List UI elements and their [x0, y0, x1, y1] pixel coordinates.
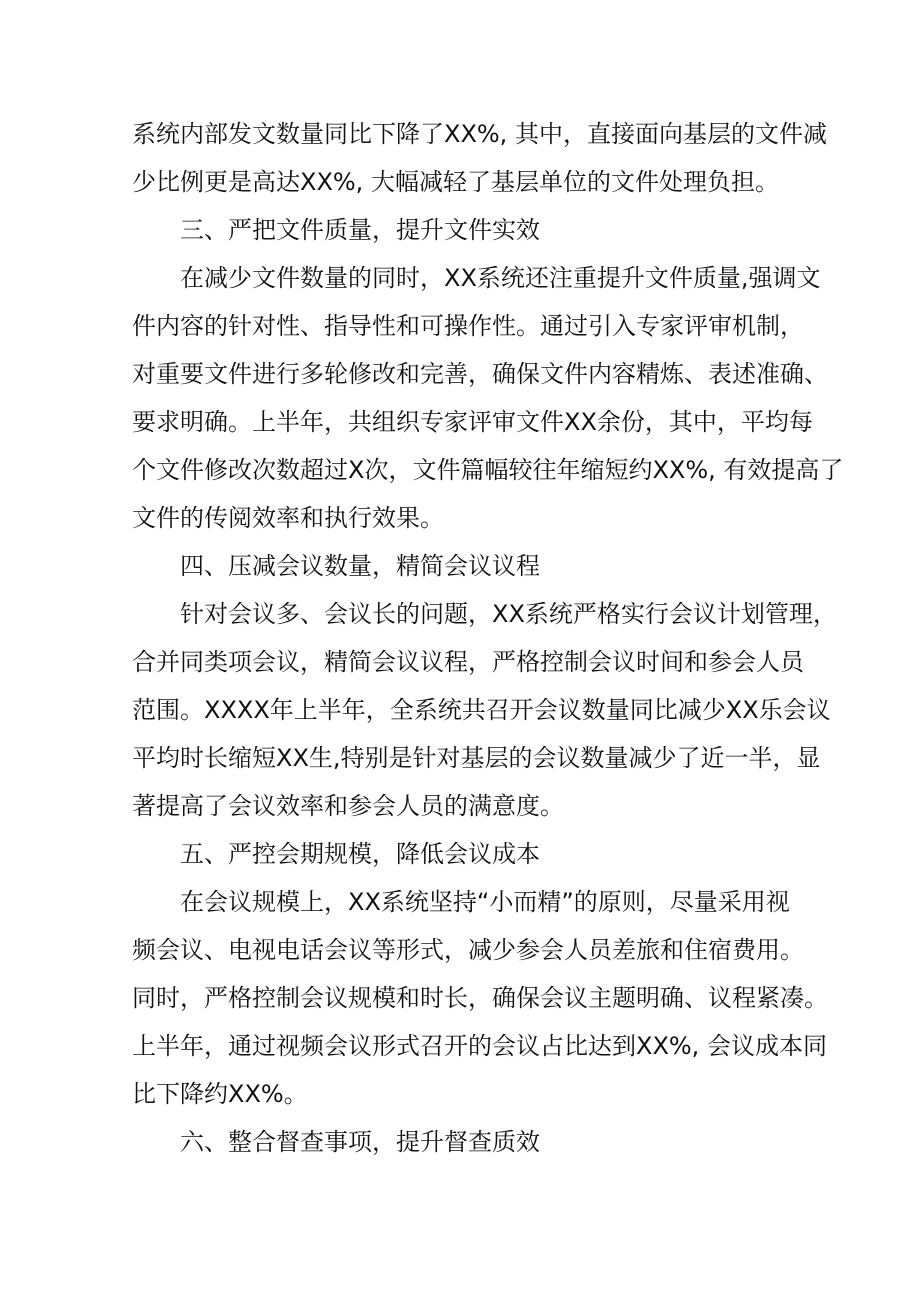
text-line: 系统内部发文数量同比下降了XX%, 其中，直接面向基层的文件减 [132, 120, 827, 148]
text-line: 在会议规模上，XX系统坚持“小而精”的原则，尽量采用视 [180, 888, 790, 916]
text-line: 合并同类项会议，精简会议议程，严格控制会议时间和参会人员 [132, 648, 804, 676]
section-heading: 四、压减会议数量，精简会议议程 [180, 552, 540, 580]
text-line: 文件的传阅效率和执行效果。 [132, 504, 444, 532]
text-line: 在减少文件数量的同时，XX系统还注重提升文件质量,强调文 [180, 264, 821, 292]
text-line: 范围。XXXX年上半年，全系统共召开会议数量同比减少XX乐会议 [132, 696, 831, 724]
text-line: 平均时长缩短XX生,特别是针对基层的会议数量减少了近一半，显 [132, 744, 821, 772]
text-line: 频会议、电视电话会议等形式，减少参会人员差旅和住宿费用。 [132, 936, 804, 964]
text-line: 针对会议多、会议长的问题，XX系统严格实行会议计划管理， [180, 600, 837, 628]
text-line: 对重要文件进行多轮修改和完善，确保文件内容精炼、表述准确、 [132, 360, 828, 388]
section-heading: 五、严控会期规模，降低会议成本 [180, 840, 540, 868]
text-line: 比下降约XX%。 [132, 1080, 308, 1108]
text-line: 同时，严格控制会议规模和时长，确保会议主题明确、议程紧凑。 [132, 984, 828, 1012]
text-line: 件内容的针对性、指导性和可操作性。通过引入专家评审机制， [132, 312, 804, 340]
section-heading: 三、严把文件质量，提升文件实效 [180, 216, 540, 244]
text-line: 少比例更是高达XX%, 大幅减轻了基层单位的文件处理负担。 [132, 168, 779, 196]
text-line: 上半年，通过视频会议形式召开的会议占比达到XX%, 会议成本同 [132, 1032, 827, 1060]
section-heading: 六、整合督查事项，提升督查质效 [180, 1128, 540, 1156]
text-line: 著提高了会议效率和参会人员的满意度。 [132, 792, 564, 820]
text-line: 个文件修改次数超过X次，文件篇幅较往年缩短约XX%, 有效提高了 [132, 456, 844, 484]
text-line: 要求明确。上半年，共组织专家评审文件XX余份，其中，平均每 [132, 408, 813, 436]
